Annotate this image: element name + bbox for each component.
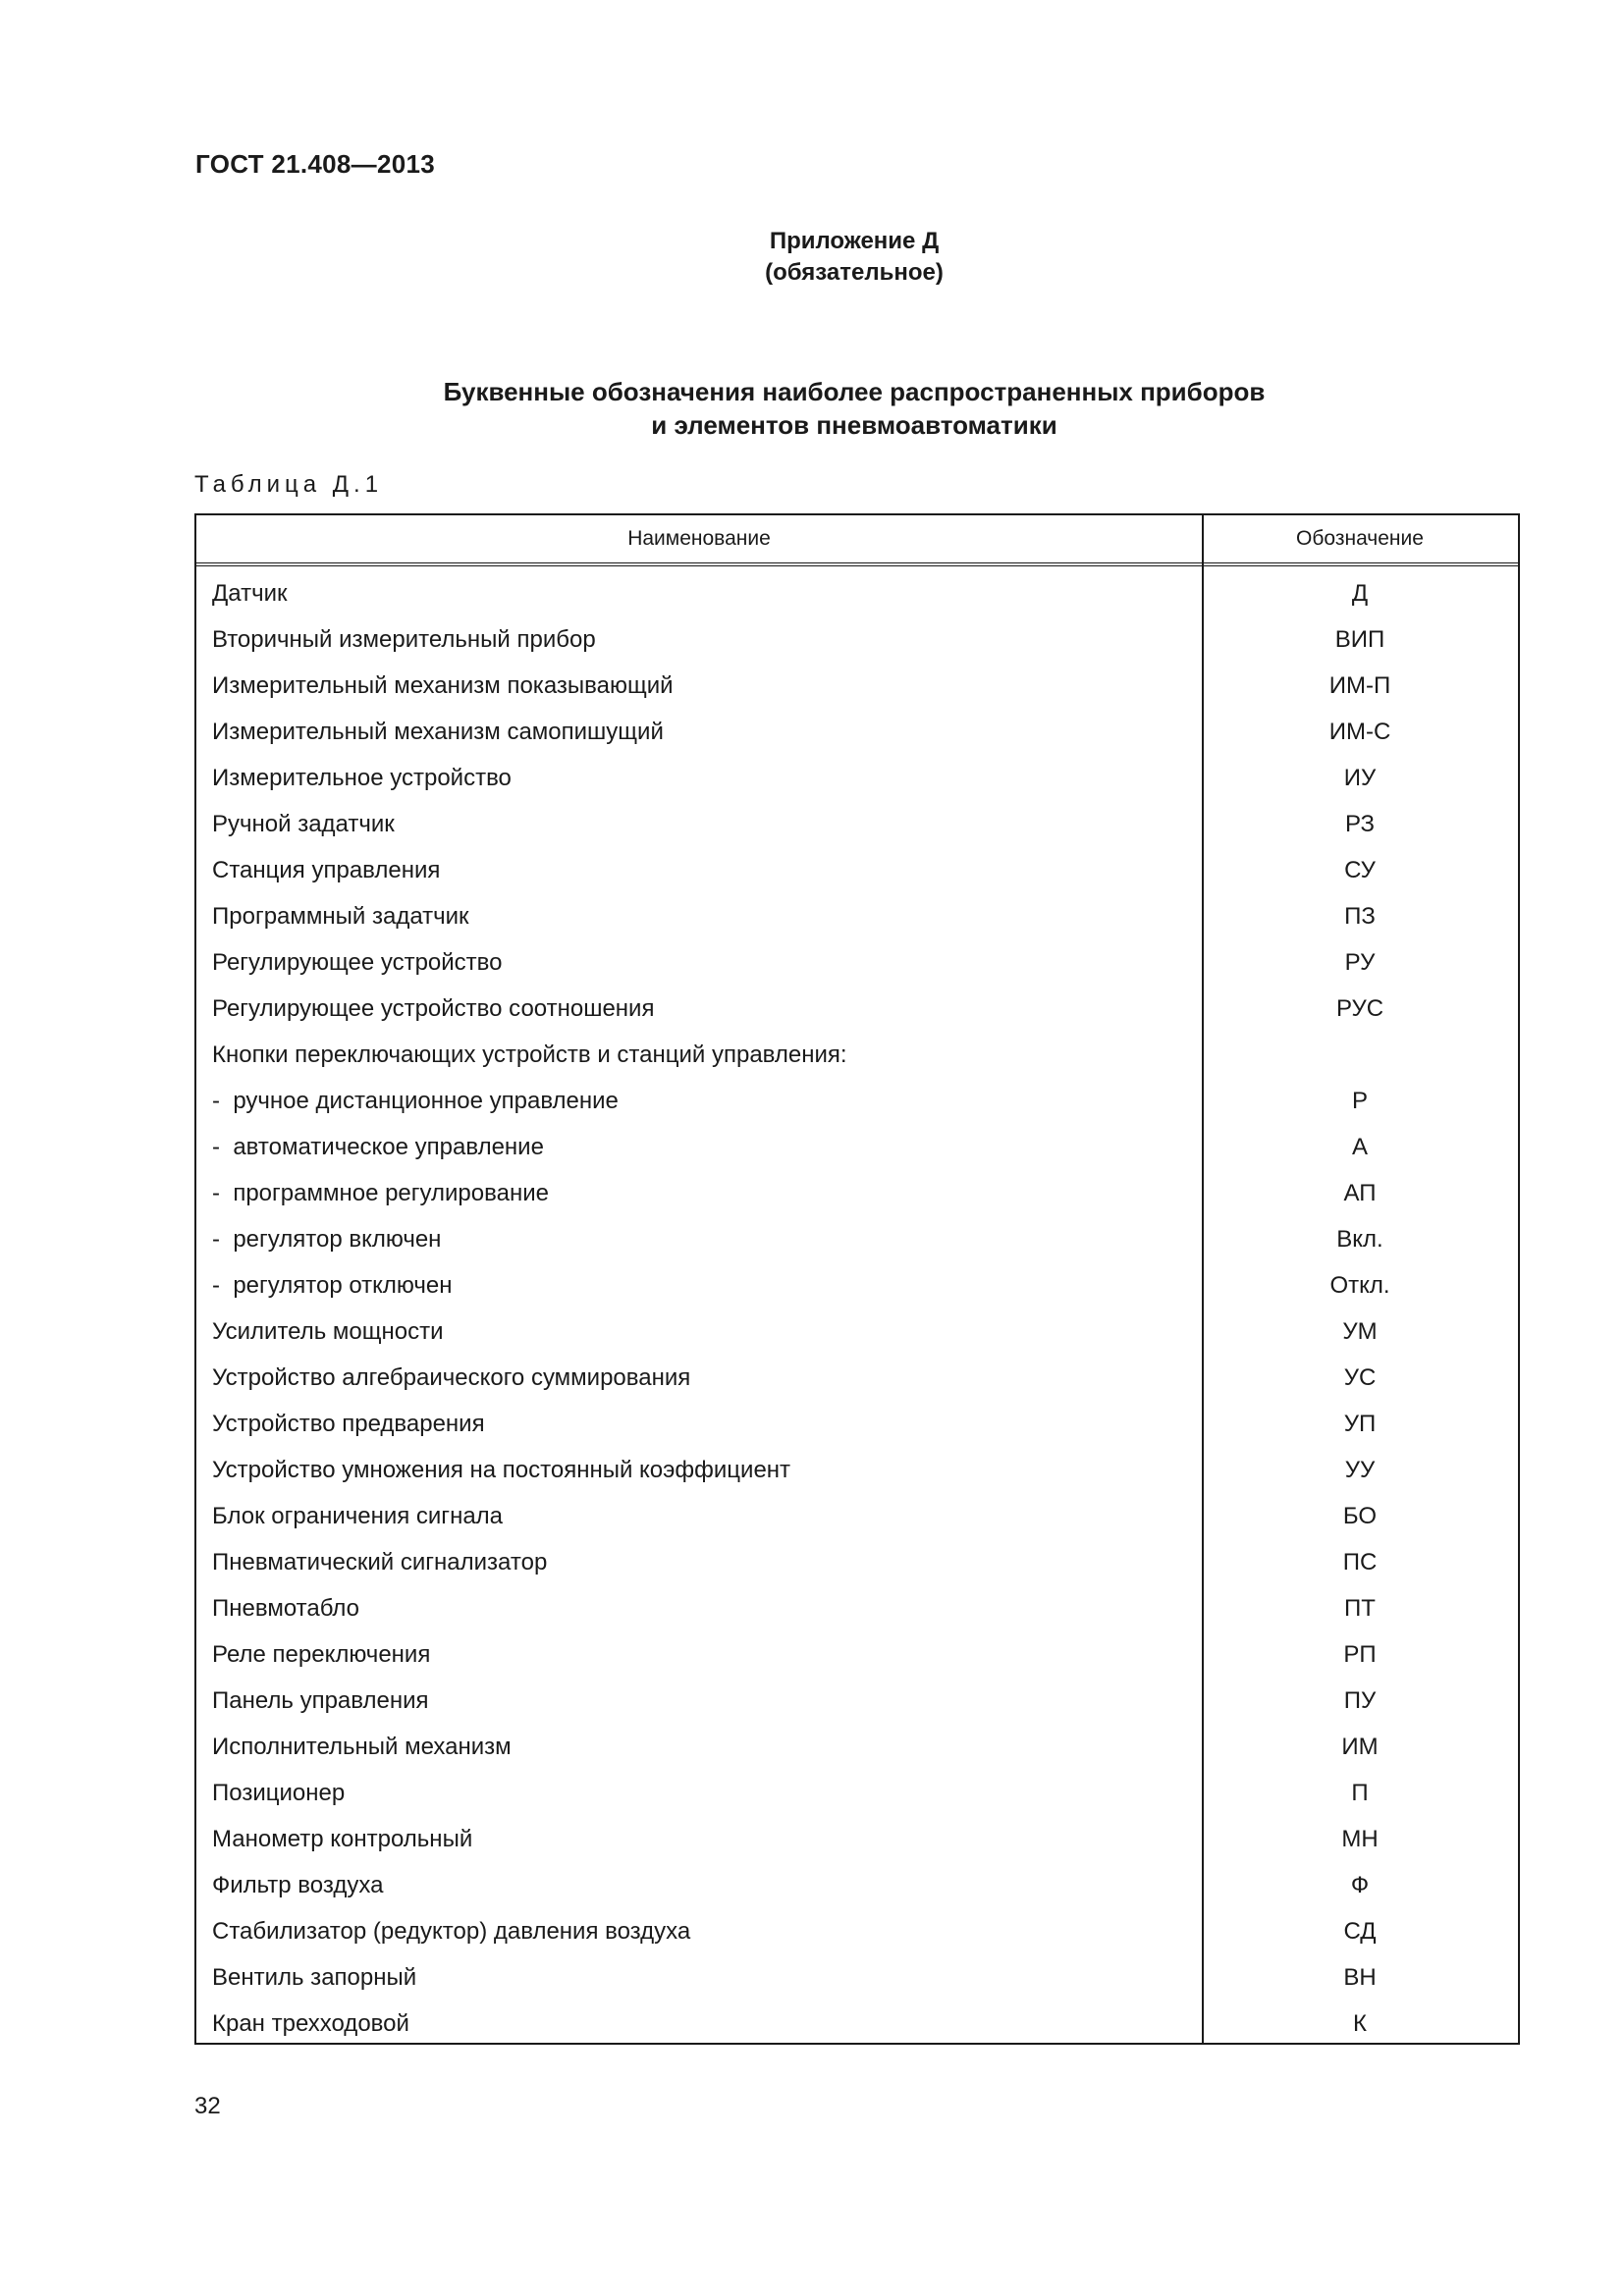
table-row — [196, 709, 1518, 755]
row-name: Регулирующее устройство соотношения — [212, 994, 655, 1022]
row-name: Вторичный измерительный прибор — [212, 625, 596, 653]
row-code: ВИП — [1334, 625, 1385, 653]
row-name: - автоматическое управление — [196, 1134, 1202, 1161]
row-code: РЗ — [1345, 810, 1375, 837]
row-code: УС — [1343, 1363, 1377, 1391]
table-row — [196, 1170, 1518, 1216]
table-row — [196, 1631, 1518, 1678]
column-header-code: Обозначение — [1296, 527, 1424, 550]
row-code: Вкл. — [1336, 1225, 1383, 1253]
row-code: ПТ — [1344, 1594, 1376, 1622]
row-name: Измерительный механизм показывающий — [212, 671, 674, 699]
row-code: Откл. — [1329, 1271, 1390, 1299]
row-name: Вентиль запорный — [212, 1963, 417, 1991]
table-row — [196, 1401, 1518, 1447]
row-name: Позиционер — [212, 1779, 346, 1806]
table-row — [196, 1908, 1518, 1954]
row-code: ВН — [1343, 1963, 1377, 1991]
table-row — [196, 1954, 1518, 2001]
table-row — [196, 1262, 1518, 1308]
row-name: Блок ограничения сигнала — [212, 1502, 504, 1529]
row-code: П — [1351, 1779, 1369, 1806]
row-code: ИМ-С — [1328, 718, 1391, 745]
row-name: Пневматический сигнализатор — [212, 1548, 548, 1575]
row-code: Ф — [1350, 1871, 1370, 1898]
row-name: Реле переключения — [212, 1640, 431, 1668]
table-caption: Таблица Д.1 — [194, 471, 384, 498]
table-row — [196, 986, 1518, 1032]
row-code: СД — [1343, 1917, 1377, 1945]
row-name: Фильтр воздуха — [212, 1871, 384, 1898]
table-row — [196, 616, 1518, 663]
table-row — [196, 663, 1518, 709]
table-row — [196, 1585, 1518, 1631]
appendix-title: Приложение Д — [769, 228, 940, 254]
column-header-name: Наименование — [627, 527, 771, 550]
row-code: К — [1353, 2009, 1367, 2037]
appendix-status: (обязательное) — [765, 259, 944, 286]
row-code: РУС — [1335, 994, 1384, 1022]
row-name: Пневмотабло — [212, 1594, 360, 1622]
table-row — [196, 570, 1518, 616]
row-code: РП — [1343, 1640, 1377, 1668]
table-row — [196, 1124, 1518, 1170]
row-name: Устройство алгебраического суммирования — [212, 1363, 691, 1391]
page-title — [0, 375, 1624, 442]
row-code: УМ — [1342, 1317, 1378, 1345]
page-number: 32 — [194, 2093, 221, 2119]
table-row — [196, 1447, 1518, 1493]
row-name: - ручное дистанционное управление — [196, 1088, 1202, 1115]
row-code: БО — [1342, 1502, 1378, 1529]
designations-table — [194, 513, 1520, 2045]
table-row — [196, 939, 1518, 986]
page-title-line-2: и элементов пневмоавтоматики — [651, 410, 1057, 440]
row-name: Стабилизатор (редуктор) давления воздуха — [212, 1917, 691, 1945]
row-name: Измерительный механизм самопишущий — [212, 718, 664, 745]
table-row — [196, 1355, 1518, 1401]
row-name: Кнопки переключающих устройств и станций управления: — [212, 1041, 847, 1068]
row-name: Регулирующее устройство — [212, 948, 503, 976]
row-name: Датчик — [212, 579, 288, 607]
row-name: Ручной задатчик — [212, 810, 395, 837]
table-row — [196, 1724, 1518, 1770]
row-code: Р — [1351, 1087, 1368, 1114]
row-name: - программное регулирование — [196, 1180, 1202, 1207]
table-row — [196, 847, 1518, 893]
table-row — [196, 1539, 1518, 1585]
row-name: - регулятор включен — [196, 1226, 1202, 1254]
row-code: УУ — [1344, 1456, 1376, 1483]
table-body — [196, 570, 1518, 2047]
row-name: Панель управления — [212, 1686, 429, 1714]
row-code: УП — [1343, 1410, 1377, 1437]
page-title-line-1: Буквенные обозначения наиболее распространенных приборов — [443, 377, 1266, 406]
row-code: ИУ — [1343, 764, 1377, 791]
row-name: - регулятор отключен — [196, 1272, 1202, 1300]
row-code: ПЗ — [1344, 902, 1376, 930]
table-row — [196, 1770, 1518, 1816]
row-name: Исполнительный механизм — [212, 1733, 512, 1760]
document-code: ГОСТ 21.408—2013 — [195, 149, 436, 179]
table-header-row — [196, 515, 1518, 566]
table-row — [196, 1816, 1518, 1862]
row-code: ПУ — [1343, 1686, 1377, 1714]
table-row — [196, 1308, 1518, 1355]
row-code: ИМ — [1341, 1733, 1379, 1760]
table-row — [196, 1078, 1518, 1124]
row-name: Устройство предварения — [212, 1410, 485, 1437]
table-row — [196, 755, 1518, 801]
row-code: МН — [1341, 1825, 1379, 1852]
table-row — [196, 1493, 1518, 1539]
row-code: Д — [1351, 579, 1369, 607]
table-row — [196, 2001, 1518, 2047]
row-code: А — [1351, 1133, 1368, 1160]
table-row — [196, 1032, 1518, 1078]
row-name: Кран трехходовой — [212, 2009, 409, 2037]
appendix-heading — [0, 226, 1624, 289]
row-code: РУ — [1344, 948, 1376, 976]
row-code: АП — [1343, 1179, 1377, 1206]
table-row — [196, 893, 1518, 939]
row-name: Усилитель мощности — [212, 1317, 444, 1345]
row-code: ПС — [1342, 1548, 1378, 1575]
row-name: Программный задатчик — [212, 902, 469, 930]
row-name: Станция управления — [212, 856, 441, 883]
table-row — [196, 1862, 1518, 1908]
row-code: СУ — [1344, 856, 1376, 883]
row-name: Устройство умножения на постоянный коэффициент — [212, 1456, 791, 1483]
row-code: ИМ-П — [1328, 671, 1391, 699]
table-row — [196, 1678, 1518, 1724]
table-row — [196, 801, 1518, 847]
row-name: Манометр контрольный — [212, 1825, 473, 1852]
row-name: Измерительное устройство — [212, 764, 512, 791]
table-row — [196, 1216, 1518, 1262]
